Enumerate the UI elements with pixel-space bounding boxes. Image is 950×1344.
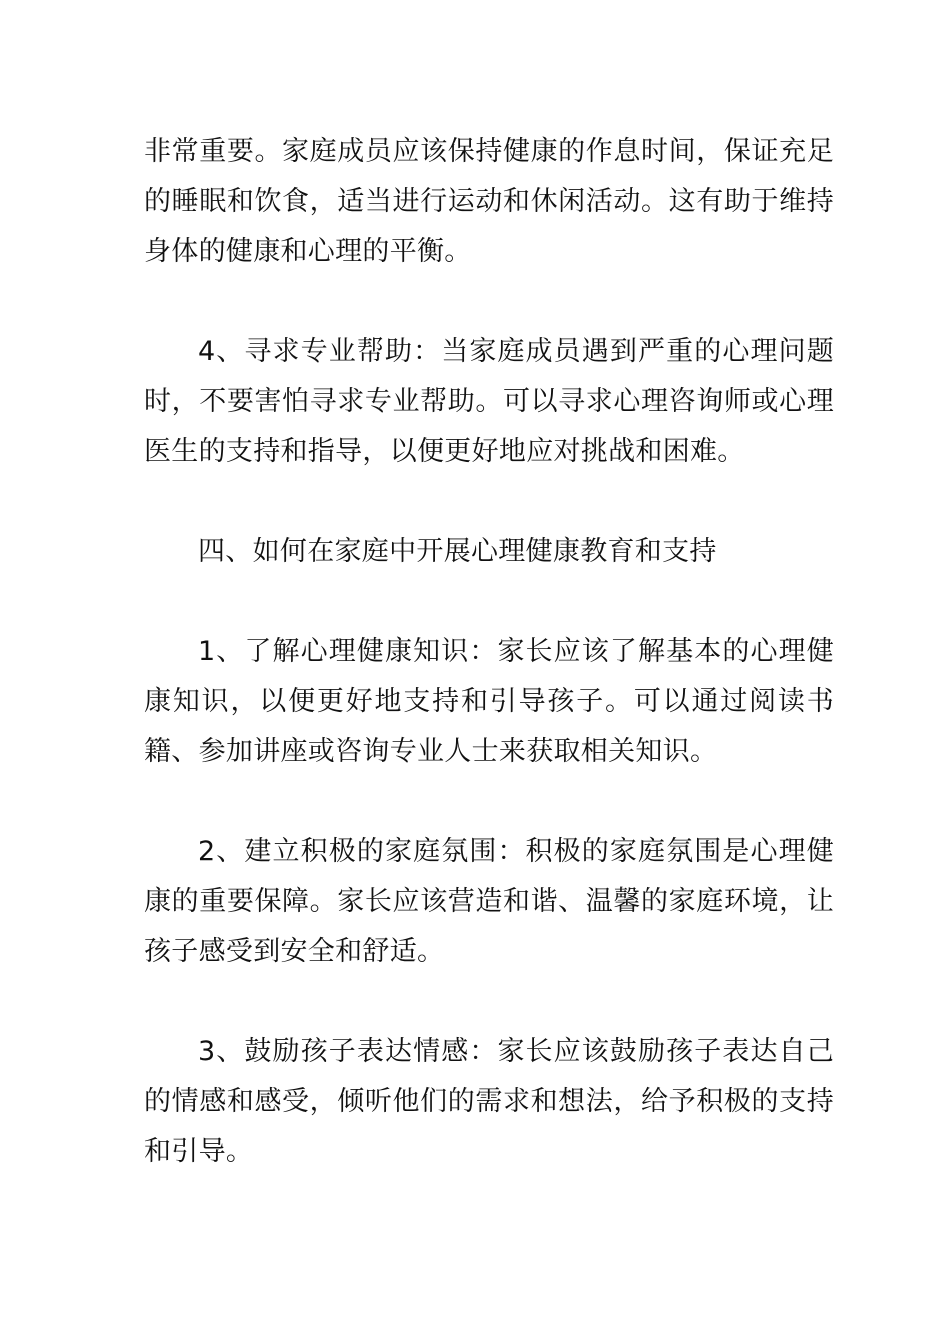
paragraph-item-3: 3、鼓励孩子表达情感：家长应该鼓励孩子表达自己的情感和感受，倾听他们的需求和想法，给予积极的支持和引导。	[144, 1036, 834, 1167]
document-body	[144, 127, 834, 1227]
paragraph-item-2: 2、建立积极的家庭氛围：积极的家庭氛围是心理健康的重要保障。家长应该营造和谐、温馨的家庭环境，让孩子感受到安全和舒适。	[144, 836, 834, 967]
paragraph-continuation: 非常重要。家庭成员应该保持健康的作息时间，保证充足的睡眠和饮食，适当进行运动和休闲活动。这有助于维持身体的健康和心理的平衡。	[144, 136, 834, 267]
section-heading: 四、如何在家庭中开展心理健康教育和支持	[198, 536, 717, 567]
paragraph-item-1: 1、了解心理健康知识：家长应该了解基本的心理健康知识，以便更好地支持和引导孩子。可以通过阅读书籍、参加讲座或咨询专业人士来获取相关知识。	[144, 636, 834, 767]
paragraph-item-4: 4、寻求专业帮助：当家庭成员遇到严重的心理问题时，不要害怕寻求专业帮助。可以寻求心理咨询师或心理医生的支持和指导，以便更好地应对挑战和困难。	[144, 336, 834, 467]
